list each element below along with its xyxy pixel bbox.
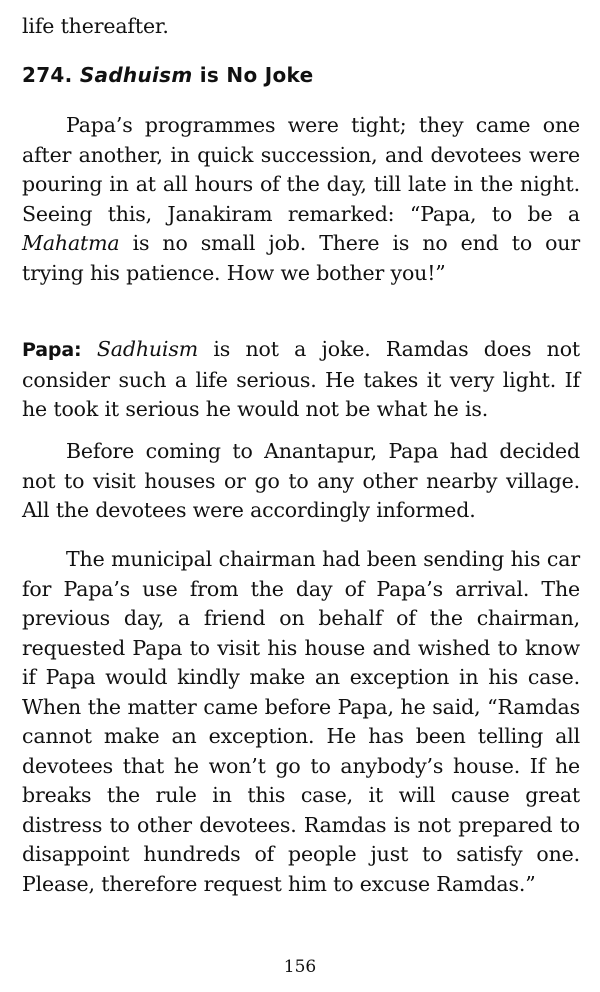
section-number: 274. bbox=[22, 63, 73, 87]
paragraph-1-emphasis: Mahatma bbox=[22, 231, 120, 255]
paragraph-2-dialogue bbox=[22, 335, 580, 425]
page-number: 156 bbox=[283, 957, 317, 977]
continuation-text: life thereafter. bbox=[22, 14, 169, 38]
section-heading bbox=[22, 61, 313, 89]
section-title-rest: is No Joke bbox=[199, 63, 314, 87]
paragraph-4: The municipal chairman had been sending his car for Papa’s use from the day of Papa’s arrival. The previous day, a friend on behalf of the chairman, requested Papa to visit his house and wished to know if Papa would kindly make an exception in his case. When the matter came before Papa, he said, “Ramdas cannot make an exception. He has been telling all devotees that he won’t go to anybody’s house. If he breaks the rule in this case, it will cause great distress to other devotees. Ramdas is not prepared to disappoint hundreds of people just to satisfy one. Please, therefore request him to excuse Ramdas.” bbox=[22, 547, 580, 896]
speaker-label: Papa: bbox=[22, 339, 82, 361]
paragraph-1 bbox=[22, 111, 580, 288]
paragraph-2-emphasis: Sadhuism bbox=[96, 337, 198, 361]
paragraph-1-text-b: is no small job. There is no end to our trying his patience. How we bother you!” bbox=[22, 231, 580, 285]
paragraph-2-text: is not a joke. Ramdas does not consider such a life serious. He takes it very light. If he took it serious he would not be what he is. bbox=[22, 337, 580, 421]
paragraph-1-text-a: Papa’s programmes were tight; they came one after another, in quick succession, and devotees were pouring in at all hours of the day, till late in the night. Seeing this, Janakiram remarked: “Papa, to be a bbox=[22, 113, 580, 226]
paragraph-3: Before coming to Anantapur, Papa had decided not to visit houses or go to any other nearby village. All the devotees were accordingly informed. bbox=[22, 439, 580, 522]
section-title-emphasis: Sadhuism bbox=[79, 63, 193, 87]
